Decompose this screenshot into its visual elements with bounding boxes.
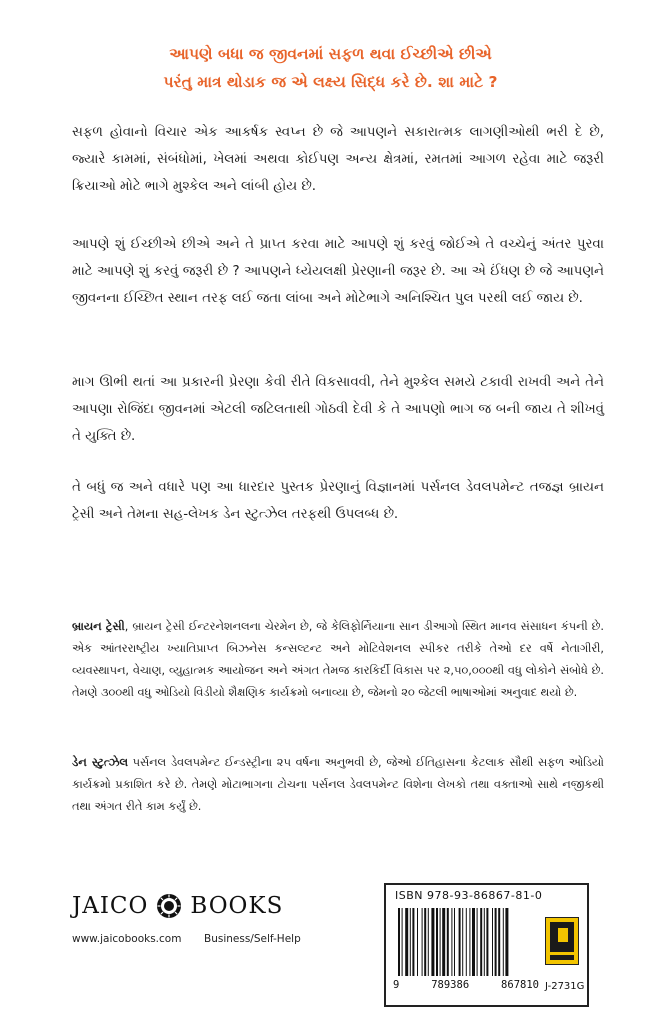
headline-line-1: આપણે બધા જ જીવનમાં સફળ થવા ઈચ્છીએ છીએ	[169, 45, 492, 63]
jaico-badge-icon	[545, 917, 579, 965]
blurb-paragraph-1: સફળ હોવાનો વિચાર એક આકર્ષક સ્વપ્ન છે જે આપણને સકારાત્મક લાગણીઓથી ભરી દે છે, જ્યારે કામમાં, સંબંધોમાં, ખેલમાં અથવા કોઈપણ અન્ય ક્ષેત્રમાં, રમતમાં આગળ રહેવા માટે જરૂરી ક્રિયાઓ મોટે ભાગે મુશ્કેલ અને લાંબી હોય છે.	[72, 125, 604, 194]
author-bio-brian-text: , બ્રાયન ટ્રેસી ઈન્ટરનેશનલના ચેરમેન છે, જે કેલિફોર્નિયાના સાન ડીઆગો સ્થિત માનવ સંસાધન કંપની છે. એક આંતરરાષ્ટ્રીય ખ્યાતિપ્રાપ્ત બિઝનેસ કન્સલ્ટન્ટ અને મોટિવેશનલ સ્પીકર તરીકે તેઓ દર વર્ષે નેતાગીરી, વ્યવસ્થાપન, વેચાણ, વ્યુહાત્મક આયોજન અને અંગત તેમજ કારકિર્દી વિકાસ પર ૨,૫૦,૦૦૦થી વધુ લોકોને સંબોધે છે. તેમણે ૩૦૦થી વધુ ઓડિયો વિડીયો શૈક્ષણિક કાર્યક્રમો બનાવ્યા છે, જેમનો ૨૦ જેટલી ભાષાઓમાં અનુવાદ થયો છે.	[72, 620, 604, 699]
blurb-paragraph-4: તે બધું જ અને વધારે પણ આ ધારદાર પુસ્તક પ્રેરણાનું વિજ્ઞાનમાં પર્સનલ ડેવલપમેન્ટ તજજ્ઞ બ્રાયન ટ્રેસી અને તેમના સહ-લેખક ડેન સ્ટુત્ઝેલ તરફથી ઉપલબ્ધ છે.	[72, 480, 604, 522]
barcode-digits	[393, 979, 539, 991]
headline-line-2: પરંતુ માત્ર થોડાક જ એ લક્ષ્ય સિદ્ધ કરે છે. શા માટે ?	[163, 73, 498, 91]
barcode-digit-group-1: 9	[393, 979, 400, 991]
author-bio-brian	[72, 616, 604, 704]
book-category: Business/Self-Help	[204, 933, 301, 945]
author-bio-dan	[72, 752, 604, 818]
author-bio-dan-text: પર્સનલ ડેવલપમેન્ટ ઈન્ડસ્ટ્રીના ૨૫ વર્ષના અનુભવી છે, જેઓ ઈતિહાસના કેટલાક સૌથી સફળ ઓડિયો કાર્યક્રમો પ્રકાશિત કરે છે. તેમણે મોટાભાગના ટોચના પર્સનલ ડેવલપમેન્ટ વિશેના લેખકો તથા વક્તાઓ સાથે નજીકથી તથા અંગત રીતે કામ કર્યું છે.	[72, 756, 604, 813]
barcode-digit-group-2: 789386	[431, 979, 470, 991]
blurb-paragraph-2: આપણે શું ઈચ્છીએ છીએ અને તે પ્રાપ્ત કરવા માટે આપણે શું કરવું જોઈએ તે વચ્ચેનું અંતર પુરવા માટે આપણે શું કરવું જરૂરી છે ? આપણને ધ્યેયલક્ષી પ્રેરણાની જરૂર છે. આ એ ઈંધણ છે જે આપણને જીવનના ઈચ્છિત સ્થાન તરફ લઈ જતા લાંબા અને મોટેભાગે અનિશ્ચિત પુલ પરથી લઈ જાય છે.	[72, 237, 604, 306]
barcode-digit-group-3: 867810	[501, 979, 539, 991]
blurb-paragraph-3: માગ ઊભી થતાં આ પ્રકારની પ્રેરણા કેવી રીતે વિકસાવવી, તેને મુશ્કેલ સમયે ટકાવી રાખવી અને તેને આપણા રોજિંદા જીવનમાં એટલી જટિલતાથી ગોઠવી દેવી કે તે આપણો ભાગ જ બની જાય તે શીખવું તે યુક્તિ છે.	[72, 375, 604, 444]
isbn-label: ISBN 978-93-86867-81-0	[395, 889, 543, 902]
headline	[60, 40, 601, 96]
author-name-dan: ડેન સ્ટુત્ઝેલ	[72, 756, 128, 769]
publisher-website: www.jaicobooks.com	[72, 933, 182, 945]
author-name-brian: બ્રાયન ટ્રેસી	[72, 620, 125, 633]
brand-left: JAICO	[72, 893, 149, 919]
jaico-sun-logo-icon	[156, 893, 182, 919]
product-code: J-2731G	[545, 981, 585, 992]
publisher-brand	[72, 889, 283, 923]
barcode	[396, 908, 534, 976]
brand-right: BOOKS	[190, 893, 284, 919]
